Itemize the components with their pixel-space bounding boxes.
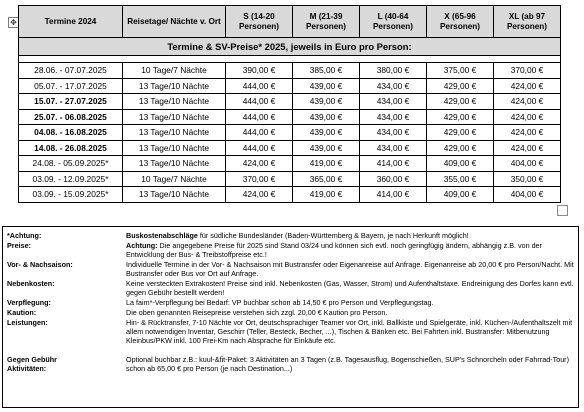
info-label: Gegen Gebühr Aktivitäten:	[7, 355, 57, 374]
table-row	[19, 94, 561, 110]
table-header-row	[19, 6, 561, 38]
header-nights: Reisetage/ Nächte v. Ort	[123, 6, 226, 38]
price-s-cell: 424,00 €	[226, 156, 293, 172]
price-xl-cell: 350,00 €	[494, 171, 561, 187]
price-x-cell: 429,00 €	[427, 94, 494, 110]
header-size-m: M (21-39 Personen)	[293, 6, 360, 38]
price-m-cell: 439,00 €	[293, 140, 360, 156]
info-text: Die oben genannten Reisepreise verstehen sich zzgl. 20,00 € Kaution pro Person.	[126, 308, 388, 317]
header-size-xl: XL (ab 97 Personen)	[494, 6, 561, 38]
price-xl-cell: 424,00 €	[494, 94, 561, 110]
price-s-cell: 370,00 €	[226, 171, 293, 187]
price-l-cell: 434,00 €	[360, 125, 427, 141]
price-xl-cell: 424,00 €	[494, 109, 561, 125]
price-m-cell: 419,00 €	[293, 156, 360, 172]
table-row	[19, 109, 561, 125]
date-cell: 03.09. - 12.09.2025*	[19, 171, 123, 187]
info-label: Kaution:	[7, 308, 37, 317]
price-s-cell: 444,00 €	[226, 109, 293, 125]
price-m-cell: 385,00 €	[293, 63, 360, 79]
info-label: *Achtung:	[7, 231, 42, 240]
table-title-row	[19, 38, 561, 56]
nights-cell: 10 Tage/7 Nächte	[123, 63, 226, 79]
date-cell: 24.08. - 05.09.2025*	[19, 156, 123, 172]
table-resize-handle[interactable]	[557, 205, 568, 216]
price-s-cell: 444,00 €	[226, 140, 293, 156]
info-text: Achtung: Die angegebene Preise für 2025 sind Stand 03/24 und können sich evtl. noch geringfügig ändern, abhängig z.B. von der Entwicklung der Bus- & Treibstoffpreise etc.!	[126, 241, 542, 260]
price-m-cell: 439,00 €	[293, 94, 360, 110]
nights-cell: 13 Tage/10 Nächte	[123, 187, 226, 203]
info-label: Vor- & Nachsaison:	[7, 260, 73, 269]
info-box	[2, 226, 579, 408]
price-xl-cell: 424,00 €	[494, 125, 561, 141]
table-move-handle[interactable]: ✥	[8, 17, 19, 28]
price-x-cell: 429,00 €	[427, 140, 494, 156]
price-m-cell: 439,00 €	[293, 78, 360, 94]
price-l-cell: 434,00 €	[360, 140, 427, 156]
price-x-cell: 429,00 €	[427, 78, 494, 94]
table-row	[19, 140, 561, 156]
price-l-cell: 360,00 €	[360, 171, 427, 187]
date-cell: 25.07. - 06.08.2025	[19, 109, 123, 125]
header-size-l: L (40-64 Personen)	[360, 6, 427, 38]
price-x-cell: 429,00 €	[427, 109, 494, 125]
price-xl-cell: 404,00 €	[494, 156, 561, 172]
price-x-cell: 375,00 €	[427, 63, 494, 79]
price-s-cell: 444,00 €	[226, 78, 293, 94]
price-s-cell: 424,00 €	[226, 187, 293, 203]
price-x-cell: 429,00 €	[427, 125, 494, 141]
price-l-cell: 414,00 €	[360, 187, 427, 203]
table-row	[19, 171, 561, 187]
table-row	[19, 63, 561, 79]
nights-cell: 13 Tage/10 Nächte	[123, 156, 226, 172]
date-cell: 04.08. - 16.08.2025	[19, 125, 123, 141]
price-xl-cell: 424,00 €	[494, 78, 561, 94]
info-label: Leistungen:	[7, 318, 48, 327]
info-text: La faim*-Verpflegung bei Bedarf: VP buchbar schon ab 14,50 € pro Person und Verpflegungstag.	[126, 298, 434, 307]
nights-cell: 13 Tage/10 Nächte	[123, 94, 226, 110]
table-title: Termine & SV-Preise* 2025, jeweils in Euro pro Person:	[19, 38, 561, 56]
price-s-cell: 444,00 €	[226, 94, 293, 110]
info-text: Individuelle Termine in der Vor- & Nachsaison mit Bustransfer oder Eigenanreise auf Anfrage. Eigenanreise ab 20,00 € pro Person/Nacht. Mit Bustransfer oder Bus vor Ort auf Anfrage.	[126, 260, 574, 279]
info-text: Keine versteckten Extrakosten! Preise sind inkl. Nebenkosten (Gas, Wasser, Strom) und Aufenthaltstaxe. Endreinigung des Dorfes kann evtl. gegen Gebühr bestellt werden!	[126, 279, 574, 298]
nights-cell: 13 Tage/10 Nächte	[123, 125, 226, 141]
date-cell: 05.07. - 17.07.2025	[19, 78, 123, 94]
price-m-cell: 419,00 €	[293, 187, 360, 203]
info-text: Hin- & Rücktransfer, 7-10 Nächte vor Ort, deutschsprachiger Teamer vor Ort, inkl. Ballkiste und Spielgeräte, inkl. Küchen-/Aufenthaltszelt mit allem notwendigen Inventar, Geschirr (Teller, Besteck, Becher, ...), Tischen & Bänken etc. Bei Fahrten inkl. Bustransfer: Mitbenutzung Kleinbus/PKW inkl. 100 Frei-Km nach Absprache für Einkäufe etc.	[126, 318, 573, 346]
price-x-cell: 355,00 €	[427, 171, 494, 187]
table-row	[19, 156, 561, 172]
price-l-cell: 434,00 €	[360, 109, 427, 125]
table-row	[19, 187, 561, 203]
nights-cell: 13 Tage/10 Nächte	[123, 109, 226, 125]
price-l-cell: 414,00 €	[360, 156, 427, 172]
info-text: Buskostenabschläge für südliche Bundesländer (Baden-Württemberg & Bayern, je nach Herkunft möglich!	[126, 231, 469, 240]
price-s-cell: 390,00 €	[226, 63, 293, 79]
price-s-cell: 444,00 €	[226, 125, 293, 141]
price-xl-cell: 424,00 €	[494, 140, 561, 156]
info-label: Preise:	[7, 241, 31, 250]
nights-cell: 13 Tage/10 Nächte	[123, 78, 226, 94]
nights-cell: 13 Tage/10 Nächte	[123, 140, 226, 156]
price-m-cell: 439,00 €	[293, 109, 360, 125]
spacer-row	[19, 56, 561, 63]
price-l-cell: 434,00 €	[360, 78, 427, 94]
price-l-cell: 380,00 €	[360, 63, 427, 79]
price-l-cell: 434,00 €	[360, 94, 427, 110]
header-dates: Termine 2024	[19, 6, 123, 38]
date-cell: 03.09. - 15.09.2025*	[19, 187, 123, 203]
date-cell: 28.06. - 07.07.2025	[19, 63, 123, 79]
price-x-cell: 409,00 €	[427, 156, 494, 172]
table-row	[19, 125, 561, 141]
date-cell: 14.08. - 26.08.2025	[19, 140, 123, 156]
info-label: Nebenkosten:	[7, 279, 55, 288]
price-table	[18, 5, 561, 203]
price-xl-cell: 370,00 €	[494, 63, 561, 79]
table-body	[19, 63, 561, 203]
header-size-x: X (65-96 Personen)	[427, 6, 494, 38]
price-x-cell: 409,00 €	[427, 187, 494, 203]
price-m-cell: 365,00 €	[293, 171, 360, 187]
header-size-s: S (14-20 Personen)	[226, 6, 293, 38]
info-text: Optional buchbar z.B.: kuul-&fit-Paket: 3 Aktivitäten an 3 Tagen (z.B. Tagesausflug, Bogenschießen, SUP's Schnorcheln oder Fahrrad-Tour) schon ab 65,00 € pro Person (je nach Destination...)	[126, 355, 569, 374]
info-label: Verpflegung:	[7, 298, 51, 307]
date-cell: 15.07. - 27.07.2025	[19, 94, 123, 110]
table-row	[19, 78, 561, 94]
price-m-cell: 439,00 €	[293, 125, 360, 141]
nights-cell: 10 Tage/7 Nächte	[123, 171, 226, 187]
price-xl-cell: 404,00 €	[494, 187, 561, 203]
